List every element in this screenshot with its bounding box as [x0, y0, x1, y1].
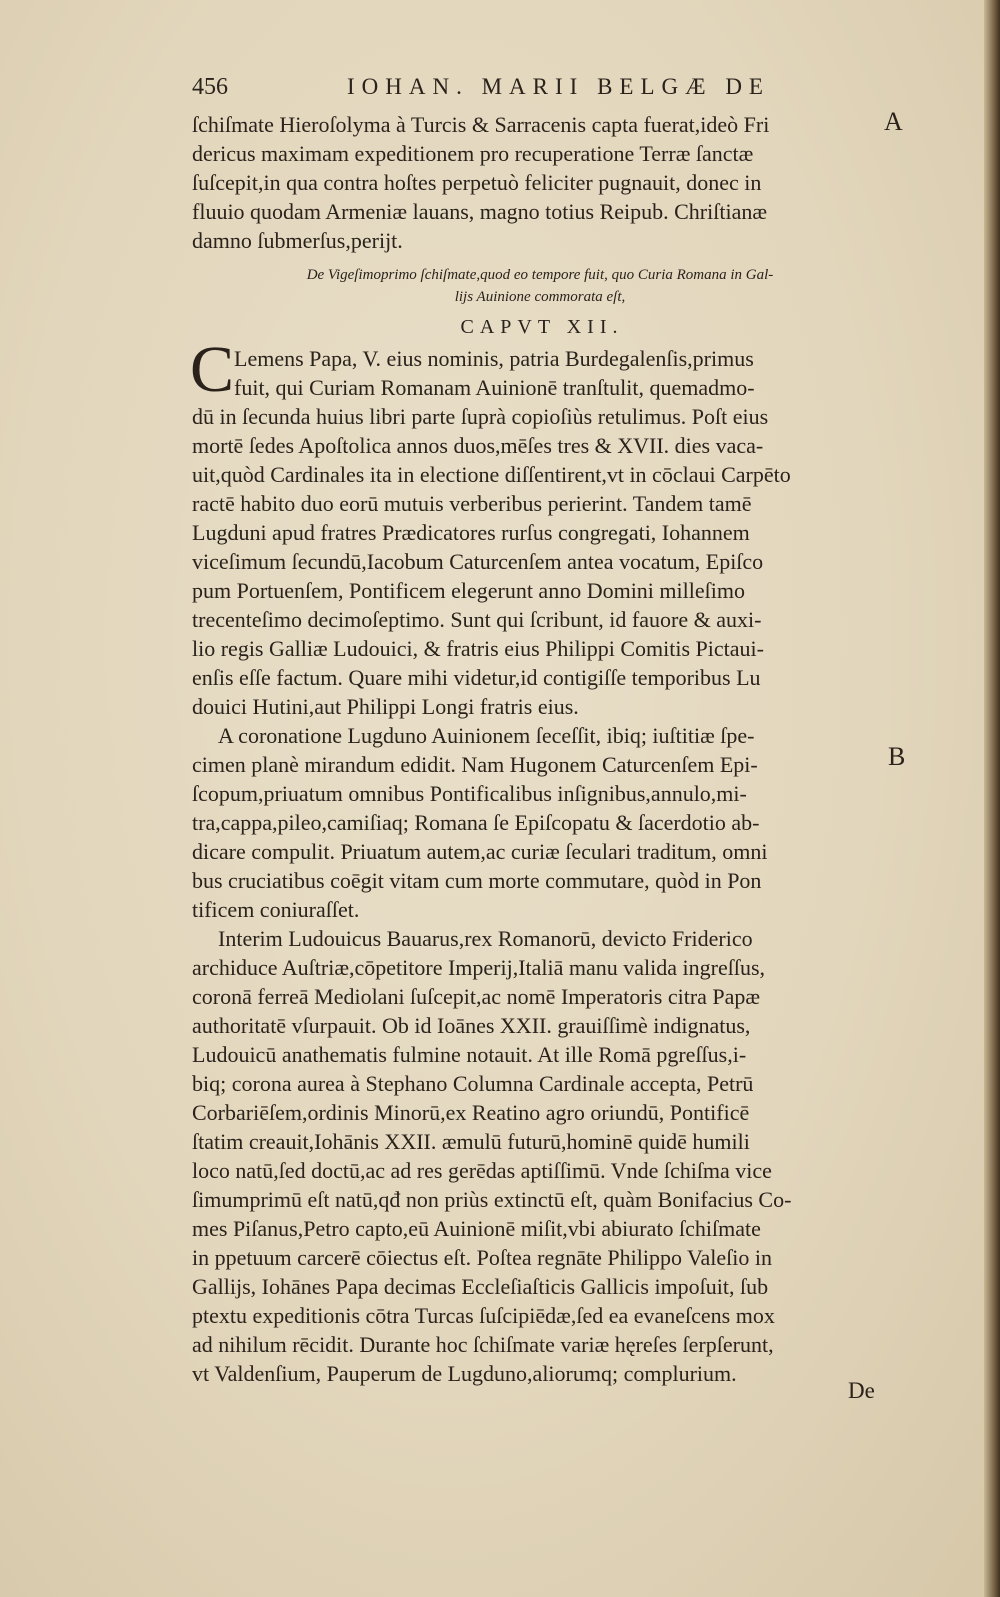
chapter-heading: CAPVT XII. — [460, 316, 624, 338]
page-number: 456 — [192, 74, 228, 100]
text-line: ad nihilum rēcidit. Durante hoc ſchiſmate variæ hęreſes ſerpſerunt, — [192, 1332, 774, 1357]
text-line: Lugduni apud fratres Prædicatores rurſus congregati, Iohannem — [192, 520, 750, 545]
opening-paragraph — [192, 110, 892, 255]
running-head: IOHAN. MARII BELGÆ DE — [347, 74, 770, 99]
margin-letter-a: A — [884, 107, 903, 136]
text-line: Interim Ludouicus Bauarus,rex Romanorū, devicto Friderico — [218, 926, 753, 951]
text-line: ſimumprimū eſt natū,qđ non priùs extinctū eſt, quàm Bonifacius Co- — [192, 1187, 792, 1212]
text-line: authoritatē vſurpauit. Ob id Ioānes XXII. grauiſſimè indignatus, — [192, 1013, 751, 1038]
chapter-title-line: lijs Auinione commorata eſt, — [454, 289, 626, 305]
drop-capital: C — [190, 333, 235, 406]
text-line: douici Hutini,aut Philippi Longi fratris eius. — [192, 694, 579, 719]
text-line: mes Piſanus,Petro capto,eū Auinionē miſit,vbi abiurato ſchiſmate — [192, 1216, 761, 1241]
margin-letter-b: B — [888, 742, 906, 771]
text-line: damno ſubmerſus,perijt. — [192, 228, 403, 253]
text-line: lio regis Galliæ Ludouici, & fratris eius Philippi Comitis Pictaui- — [192, 636, 764, 661]
text-line: vt Valdenſium, Pauperum de Lugduno,aliorumq; complurium. — [192, 1361, 737, 1386]
text-line: enſis eſſe factum. Quare mihi videtur,id contigiſſe temporibus Lu — [192, 665, 761, 690]
text-line: ſtatim creauit,Iohānis XXII. æmulū futurū,hominē quidē humili — [192, 1129, 750, 1154]
text-line: Corbariēſem,ordinis Minorū,ex Reatino agro oriundū, Pontificē — [192, 1100, 750, 1125]
page-header — [192, 74, 832, 108]
text-line: bus cruciatibus coēgit vitam cum morte commutare, quòd in Pon — [192, 868, 762, 893]
text-line: coronā ferreā Mediolani ſuſcepit,ac nomē Imperatoris citra Papæ — [192, 984, 761, 1009]
text-line: fluuio quodam Armeniæ lauans, magno totius Reipub. Chriſtianæ — [192, 199, 768, 224]
chapter-title-line: De Vigeſimoprimo ſchiſmate,quod eo tempore fuit, quo Curia Romana in Gal- — [306, 267, 774, 283]
text-line: tra,cappa,pileo,camiſiaq; Romana ſe Epiſcopatu & ſacerdotio ab- — [192, 810, 760, 835]
text-line: Ludouicū anathematis fulmine notauit. At ille Romā pgreſſus,i- — [192, 1042, 747, 1067]
chapter-title — [240, 264, 840, 308]
text-line: ractē habito duo eorū mutuis verberibus perierint. Tandem tamē — [192, 491, 752, 516]
text-line: in ppetuum carcerē cōiectus eſt. Poſtea regnāte Philippo Valeſio in — [192, 1245, 772, 1270]
text-line: ſuſcepit,in qua contra hoſtes perpetuò feliciter pugnauit, donec in — [192, 170, 762, 195]
text-line: dericus maximam expeditionem pro recuperatione Terræ ſanctæ — [192, 141, 754, 166]
text-line: uit,quòd Cardinales ita in electione diſſentirent,vt in cōclaui Carpēto — [192, 462, 791, 487]
text-line: pum Portuenſem, Pontificem elegerunt anno Domini milleſimo — [192, 578, 745, 603]
text-line: biq; corona aurea à Stephano Columna Cardinale accepta, Petrū — [192, 1071, 754, 1096]
text-line: archiduce Auſtriæ,cōpetitore Imperij,Italiā manu valida ingreſſus, — [192, 955, 766, 980]
text-line: Lemens Papa, V. eius nominis, patria Burdegalenſis,primus — [234, 346, 754, 371]
text-line: ſcopum,priuatum omnibus Pontificalibus inſignibus,annulo,mi- — [192, 781, 747, 806]
text-line: ptextu expeditionis cōtra Turcas ſuſcipiēdæ,ſed ea evaneſcens mox — [192, 1303, 775, 1328]
chapter-body — [192, 344, 892, 1388]
text-line: tificem coniuraſſet. — [192, 897, 360, 922]
text-line: dū in ſecunda huius libri parte ſuprà copioſiùs retulimus. Poſt eius — [192, 404, 769, 429]
text-line: mortē ſedes Apoſtolica annos duos,mēſes tres & XVII. dies vaca- — [192, 433, 764, 458]
text-line: loco natū,ſed doctū,ac ad res gerēdas aptiſſimū. Vnde ſchiſma vice — [192, 1158, 772, 1183]
text-line: dicare compulit. Priuatum autem,ac curiæ ſeculari traditum, omni — [192, 839, 768, 864]
text-line: Gallijs, Iohānes Papa decimas Eccleſiaſticis Gallicis impoſuit, ſub — [192, 1274, 769, 1299]
catchword: De — [848, 1378, 875, 1403]
text-line: fuit, qui Curiam Romanam Auinionē tranſtulit, quemadmo- — [234, 375, 755, 400]
text-line: cimen planè mirandum edidit. Nam Hugonem Caturcenſem Epi- — [192, 752, 758, 777]
text-line: ſchiſmate Hieroſolyma à Turcis & Sarracenis capta fuerat,ideò Fri — [192, 112, 770, 137]
text-line: trecenteſimo decimoſeptimo. Sunt qui ſcribunt, id fauore & auxi- — [192, 607, 762, 632]
text-line: A coronatione Lugduno Auinionem ſeceſſit, ibiq; iuſtitiæ ſpe- — [218, 723, 755, 748]
page-gutter — [984, 0, 1000, 1597]
text-line: viceſimum ſecundū,Iacobum Caturcenſem antea vocatum, Epiſco — [192, 549, 764, 574]
